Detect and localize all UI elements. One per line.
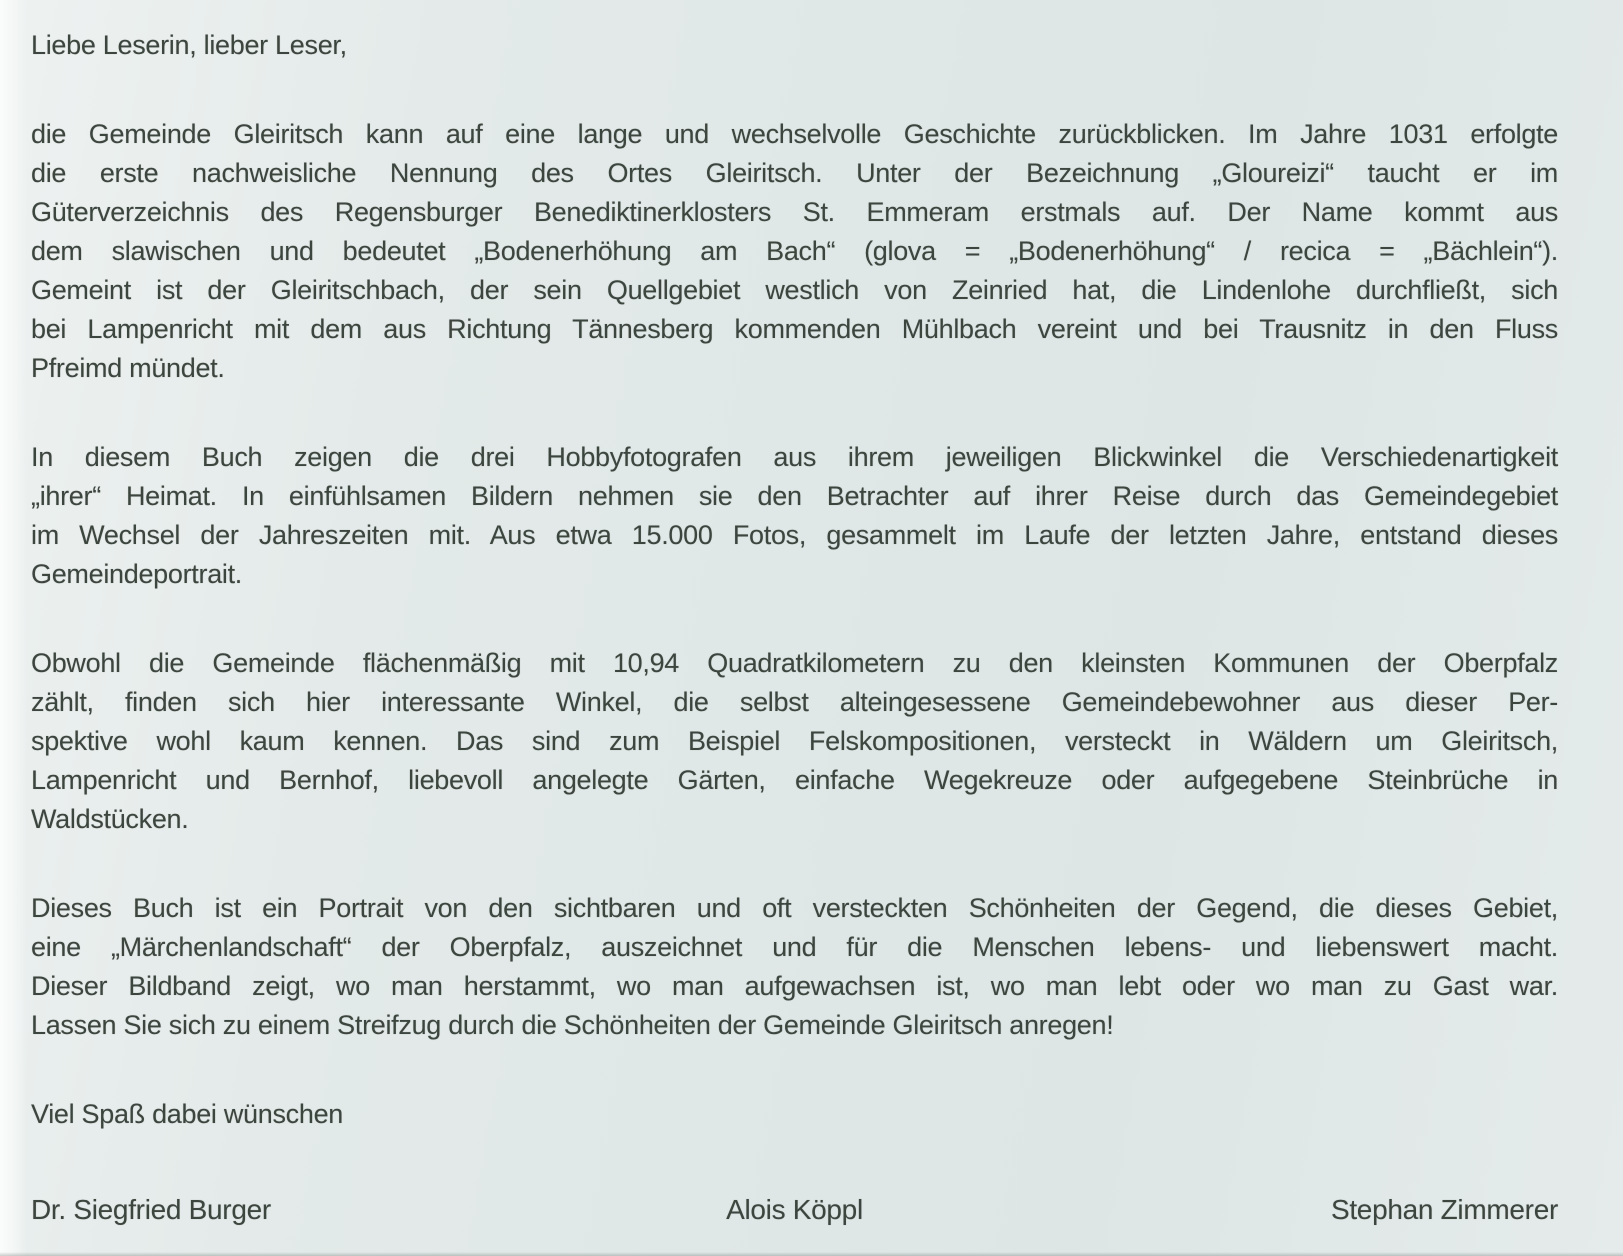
paragraph-line: „ihrer“ Heimat. In einfühlsamen Bildern nehmen sie den Betrachter auf ihrer Reise durch das Gemeindegebiet [31,481,1558,511]
paragraph-line: die erste nachweisliche Nennung des Ortes Gleiritsch. Unter der Bezeichnung „Gloureizi“ taucht er im [31,158,1558,188]
paragraph-line: Dieser Bildband zeigt, wo man herstammt, wo man aufgewachsen ist, wo man lebt oder wo man zu Gast war. [31,971,1558,1001]
paragraph-line: im Wechsel der Jahreszeiten mit. Aus etwa 15.000 Fotos, gesammelt im Laufe der letzten Jahre, entstand dieses [31,520,1558,550]
paragraph [31,889,1558,1045]
paragraph-line: Obwohl die Gemeinde flächenmäßig mit 10,94 Quadratkilometern zu den kleinsten Kommunen der Oberpfalz [31,648,1558,678]
paragraph [31,644,1558,839]
paragraph-line: spektive wohl kaum kennen. Das sind zum Beispiel Felskompositionen, versteckt in Wäldern um Gleiritsch, [31,726,1558,756]
paragraph-line: die Gemeinde Gleiritsch kann auf eine lange und wechselvolle Geschichte zurückblicken. Im Jahre 1031 erfolgte [31,119,1558,149]
signature-row [31,1190,1558,1229]
paragraph-line: eine „Märchenlandschaft“ der Oberpfalz, auszeichnet und für die Menschen lebens- und liebenswert macht. [31,932,1558,962]
paragraph-line: Dieses Buch ist ein Portrait von den sichtbaren und oft versteckten Schönheiten der Gegend, die dieses Gebiet, [31,893,1558,923]
paragraph-line: Waldstücken. [31,804,189,834]
paragraph-line: Lassen Sie sich zu einem Streifzug durch die Schönheiten der Gemeinde Gleiritsch anregen! [31,1010,1114,1040]
paragraph-line: Pfreimd mündet. [31,353,225,383]
paragraph-line: Lampenricht und Bernhof, liebevoll angelegte Gärten, einfache Wegekreuze oder aufgegebene Steinbrüche in [31,765,1558,795]
paragraph-line: Gemeint ist der Gleiritschbach, der sein Quellgebiet westlich von Zeinried hat, die Lindenlohe durchfließt, sich [31,275,1558,305]
paragraph-line: Gemeindeportrait. [31,559,243,589]
closing-line: Viel Spaß dabei wünschen [31,1099,344,1129]
signature-siegfried-burger: Dr. Siegfried Burger [31,1194,271,1225]
paragraph-line: dem slawischen und bedeutet „Bodenerhöhung am Bach“ (glova = „Bodenerhöhung“ / recica = „Bächlein“). [31,236,1558,266]
signature-alois-koeppl: Alois Köppl [726,1194,863,1225]
salutation: Liebe Leserin, lieber Leser, [31,30,347,60]
paragraph [31,115,1558,388]
paragraph-line: bei Lampenricht mit dem aus Richtung Tännesberg kommenden Mühlbach vereint und bei Trausnitz in den Fluss [31,314,1558,344]
signature-stephan-zimmerer: Stephan Zimmerer [1330,1194,1558,1225]
paragraph-line: zählt, finden sich hier interessante Winkel, die selbst alteingesessene Gemeindebewohner aus dieser Per- [31,687,1558,717]
paragraph [31,438,1558,594]
paragraph-line: Güterverzeichnis des Regensburger Benediktinerklosters St. Emmeram erstmals auf. Der Name kommt aus [31,197,1558,227]
paragraph-line: In diesem Buch zeigen die drei Hobbyfotografen aus ihrem jeweiligen Blickwinkel die Verschiedenartigkeit [31,442,1558,472]
letter-body [31,115,1558,1045]
